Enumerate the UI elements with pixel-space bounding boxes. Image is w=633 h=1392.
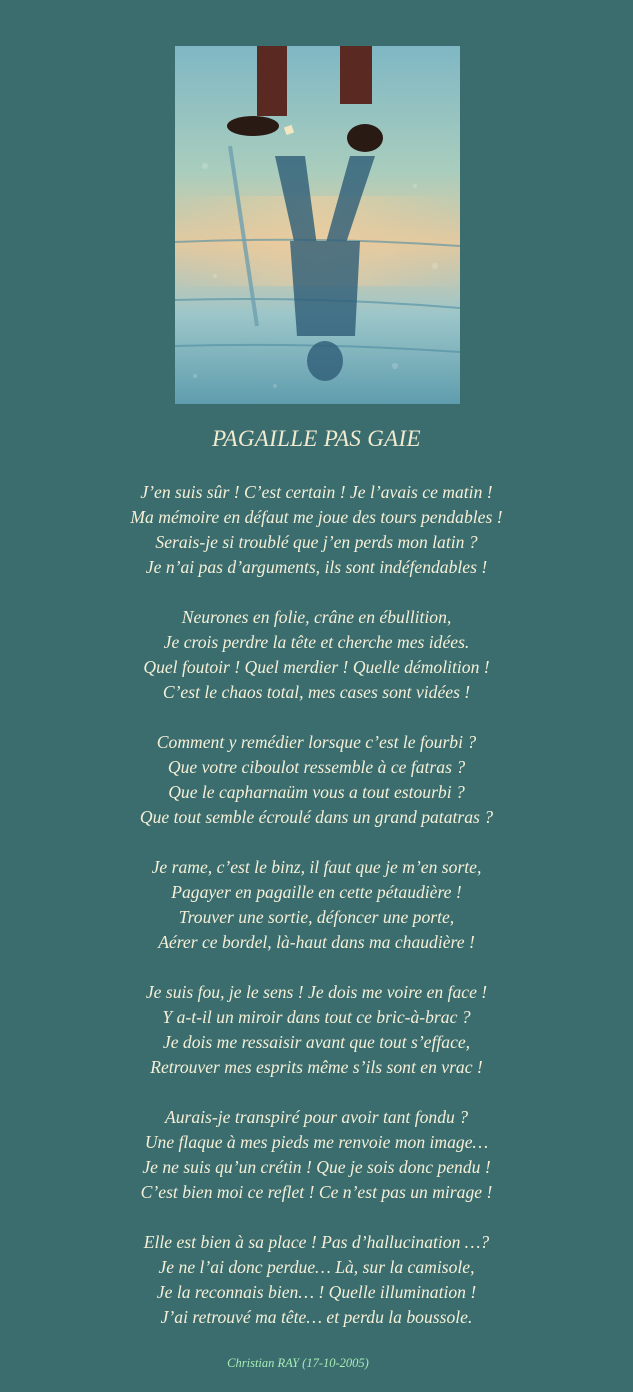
poem-line: Je n’ai pas d’arguments, ils sont indéfendables ! xyxy=(145,557,488,577)
poem-line: J’ai retrouvé ma tête… et perdu la boussole. xyxy=(160,1307,473,1327)
poem-line: C’est le chaos total, mes cases sont vidées ! xyxy=(162,682,471,702)
stanza xyxy=(0,480,633,580)
poem-title: PAGAILLE PAS GAIE xyxy=(212,426,421,451)
poem-line: Aérer ce bordel, là-haut dans ma chaudière ! xyxy=(158,932,475,952)
poem-line: Pagayer en pagaille en cette pétaudière ! xyxy=(171,882,462,902)
poem-line: Je ne suis qu’un crétin ! Que je sois donc pendu ! xyxy=(142,1157,491,1177)
poem-body xyxy=(0,480,633,1355)
stanza xyxy=(0,1105,633,1205)
poem-line: Neurones en folie, crâne en ébullition, xyxy=(181,607,452,627)
poem-line: Que votre ciboulot ressemble à ce fatras ? xyxy=(167,757,466,777)
author-signature: Christian RAY (17-10-2005) xyxy=(227,1356,369,1370)
poem-line: Elle est bien à sa place ! Pas d’hallucination …? xyxy=(143,1232,490,1252)
poem-line: C’est bien moi ce reflet ! Ce n’est pas un mirage ! xyxy=(140,1182,493,1202)
stanza xyxy=(0,605,633,705)
poem-line: Je crois perdre la tête et cherche mes idées. xyxy=(163,632,470,652)
poem-line: Comment y remédier lorsque c’est le fourbi ? xyxy=(156,732,477,752)
poem-line: Trouver une sortie, défoncer une porte, xyxy=(178,907,455,927)
stanza xyxy=(0,730,633,830)
stanza xyxy=(0,980,633,1080)
poem-line: Je suis fou, je le sens ! Je dois me voire en face ! xyxy=(145,982,488,1002)
poem-line: Serais-je si troublé que j’en perds mon latin ? xyxy=(155,532,478,552)
poem-line: Quel foutoir ! Quel merdier ! Quelle démolition ! xyxy=(143,657,490,677)
stanza xyxy=(0,1230,633,1330)
poem-line: Je rame, c’est le binz, il faut que je m’en sorte, xyxy=(151,857,482,877)
poem-line: Une flaque à mes pieds me renvoie mon image… xyxy=(144,1132,489,1152)
poem-line: Je ne l’ai donc perdue… Là, sur la camisole, xyxy=(158,1257,475,1277)
poem-line: Que tout semble écroulé dans un grand patatras ? xyxy=(139,807,494,827)
puddle-reflection-photo xyxy=(175,46,460,404)
poem-line: Je dois me ressaisir avant que tout s’efface, xyxy=(162,1032,471,1052)
poem-line: Retrouver mes esprits même s’ils sont en vrac ! xyxy=(150,1057,483,1077)
stanza xyxy=(0,855,633,955)
poem-line: J’en suis sûr ! C’est certain ! Je l’avais ce matin ! xyxy=(140,482,493,502)
poem-line: Aurais-je transpiré pour avoir tant fondu ? xyxy=(164,1107,468,1127)
poem-line: Y a-t-il un miroir dans tout ce bric-à-brac ? xyxy=(162,1007,471,1027)
poem-line: Que le capharnaüm vous a tout estourbi ? xyxy=(168,782,465,802)
poem-line: Je la reconnais bien… ! Quelle illumination ! xyxy=(156,1282,477,1302)
poem-line: Ma mémoire en défaut me joue des tours pendables ! xyxy=(130,507,503,527)
